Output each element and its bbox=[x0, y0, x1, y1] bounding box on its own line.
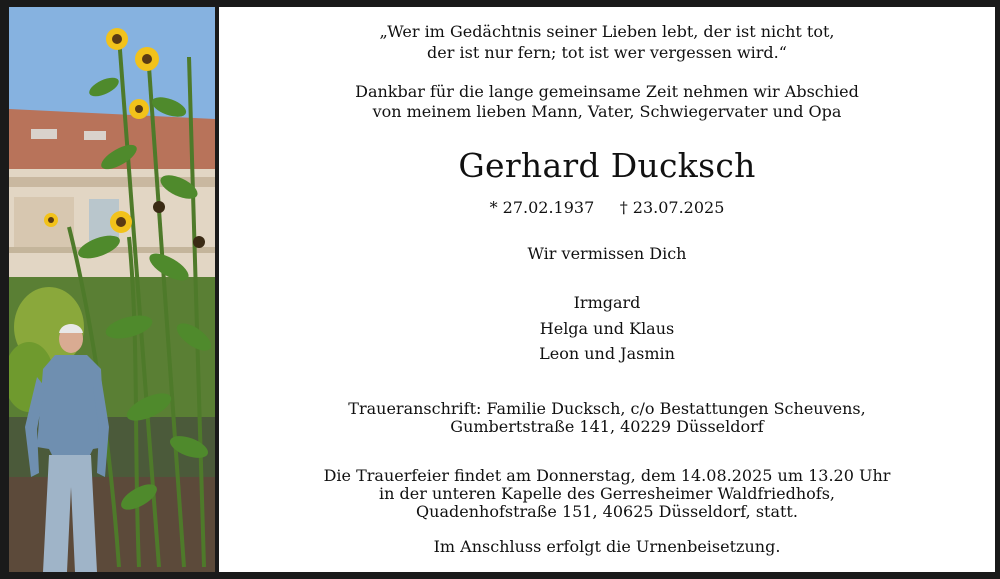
life-dates: * 27.02.1937 † 23.07.2025 bbox=[489, 198, 725, 217]
address-line-2: Gumbertstraße 141, 40229 Düsseldorf bbox=[450, 417, 764, 436]
message: Wir vermissen Dich bbox=[527, 244, 687, 263]
intro-line-1: Dankbar für die lange gemeinsame Zeit nehmen wir Abschied bbox=[355, 82, 859, 101]
portrait-photo bbox=[9, 7, 215, 572]
quote-line-1: „Wer im Gedächtnis seiner Lieben lebt, der ist nicht tot, bbox=[379, 22, 835, 41]
address-line-1: Traueranschrift: Familie Ducksch, c/o Bestattungen Scheuvens, bbox=[348, 399, 866, 418]
quote-line-2: der ist nur fern; tot ist wer vergessen wird.“ bbox=[427, 43, 787, 62]
closing-note: Im Anschluss erfolgt die Urnenbeisetzung. bbox=[433, 537, 781, 556]
intro-line-2: von meinem lieben Mann, Vater, Schwiegervater und Opa bbox=[372, 102, 842, 121]
mourner-1: Irmgard bbox=[573, 293, 641, 312]
mourner-3: Leon und Jasmin bbox=[539, 344, 675, 363]
deceased-name: Gerhard Ducksch bbox=[458, 146, 756, 185]
ceremony-line-3: Quadenhofstraße 151, 40625 Düsseldorf, statt. bbox=[416, 502, 798, 521]
obituary-text-panel bbox=[219, 7, 995, 572]
mourner-2: Helga und Klaus bbox=[539, 319, 675, 338]
garden-photo-illustration bbox=[9, 7, 215, 572]
ceremony-line-1: Die Trauerfeier findet am Donnerstag, dem 14.08.2025 um 13.20 Uhr bbox=[323, 466, 891, 485]
ceremony-line-2: in der unteren Kapelle des Gerresheimer Waldfriedhofs, bbox=[379, 484, 835, 503]
